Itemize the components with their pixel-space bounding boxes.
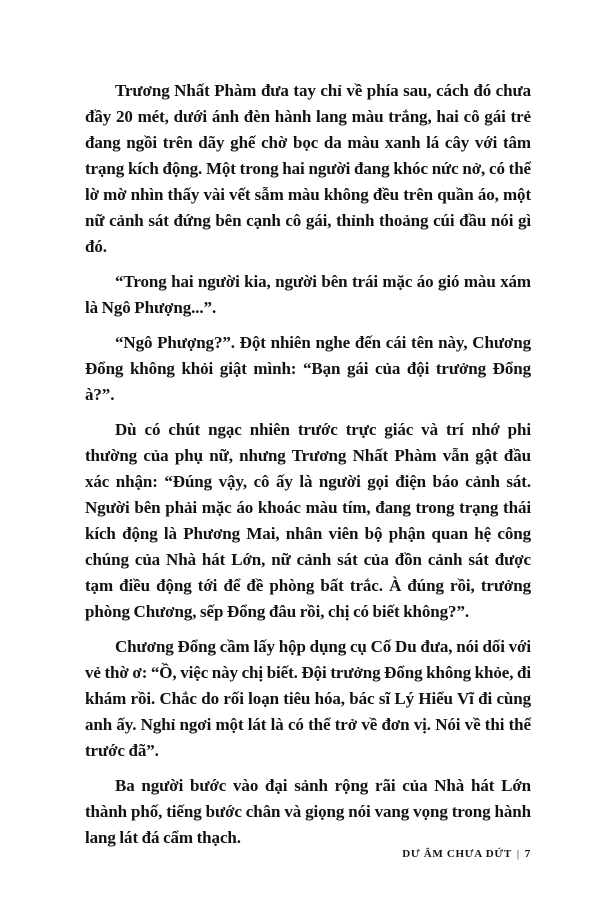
paragraph: Chương Đổng cầm lấy hộp dụng cụ Cố Du đưa, nói dối với vẻ thờ ơ: “Ồ, việc này chị biết. Đội trưởng Đổng không khỏe, đi khám rồi. Chắc do rối loạn tiêu hóa, bác sĩ Lý Hiểu Vĩ đi cùng anh ấy. Nghỉ ngơi một lát là có thể trở về đơn vị. Nói về thi thể trước đã”. <box>85 637 531 760</box>
paragraph: Ba người bước vào đại sảnh rộng rãi của Nhà hát Lớn thành phố, tiếng bước chân và giọng nói vang vọng trong hành lang lát đá cẩm thạch. <box>85 776 531 847</box>
paragraph: “Trong hai người kia, người bên trái mặc áo gió màu xám là Ngô Phượng...”. <box>85 272 531 317</box>
footer-separator: | <box>516 848 520 860</box>
paragraph: Trương Nhất Phàm đưa tay chỉ về phía sau, cách đó chưa đầy 20 mét, dưới ánh đèn hành lang màu trắng, hai cô gái trẻ đang ngồi trên dãy ghế chờ bọc da màu xanh lá cây với tâm trạng kích động. Một trong hai người đang khóc nức nở, có thể lờ mờ nhìn thấy vài vết sẫm màu không đều trên quần áo, một nữ cảnh sát đứng bên cạnh cô gái, thỉnh thoảng cúi đầu nói gì đó. <box>85 81 531 256</box>
page-text <box>85 78 531 860</box>
paragraph: “Ngô Phượng?”. Đột nhiên nghe đến cái tên này, Chương Đổng không khỏi giật mình: “Bạn gái của đội trưởng Đổng à?”. <box>85 333 531 404</box>
running-footer <box>402 848 531 860</box>
footer-book-title: DƯ ÂM CHƯA DỨT <box>402 848 512 860</box>
footer-page-number: 7 <box>524 848 531 860</box>
paragraph: Dù có chút ngạc nhiên trước trực giác và trí nhớ phi thường của phụ nữ, nhưng Trương Nhất Phàm vẫn gật đầu xác nhận: “Đúng vậy, cô ấy là người gọi điện báo cảnh sát. Người bên phải mặc áo khoác màu tím, đang trong trạng thái kích động là Phương Mai, nhân viên bộ phận quan hệ công chúng của Nhà hát Lớn, nữ cảnh sát của đồn cảnh sát được tạm điều động tới để đề phòng bất trắc. À đúng rồi, trưởng phòng Chương, sếp Đổng đâu rồi, chị có biết không?”. <box>85 420 531 621</box>
